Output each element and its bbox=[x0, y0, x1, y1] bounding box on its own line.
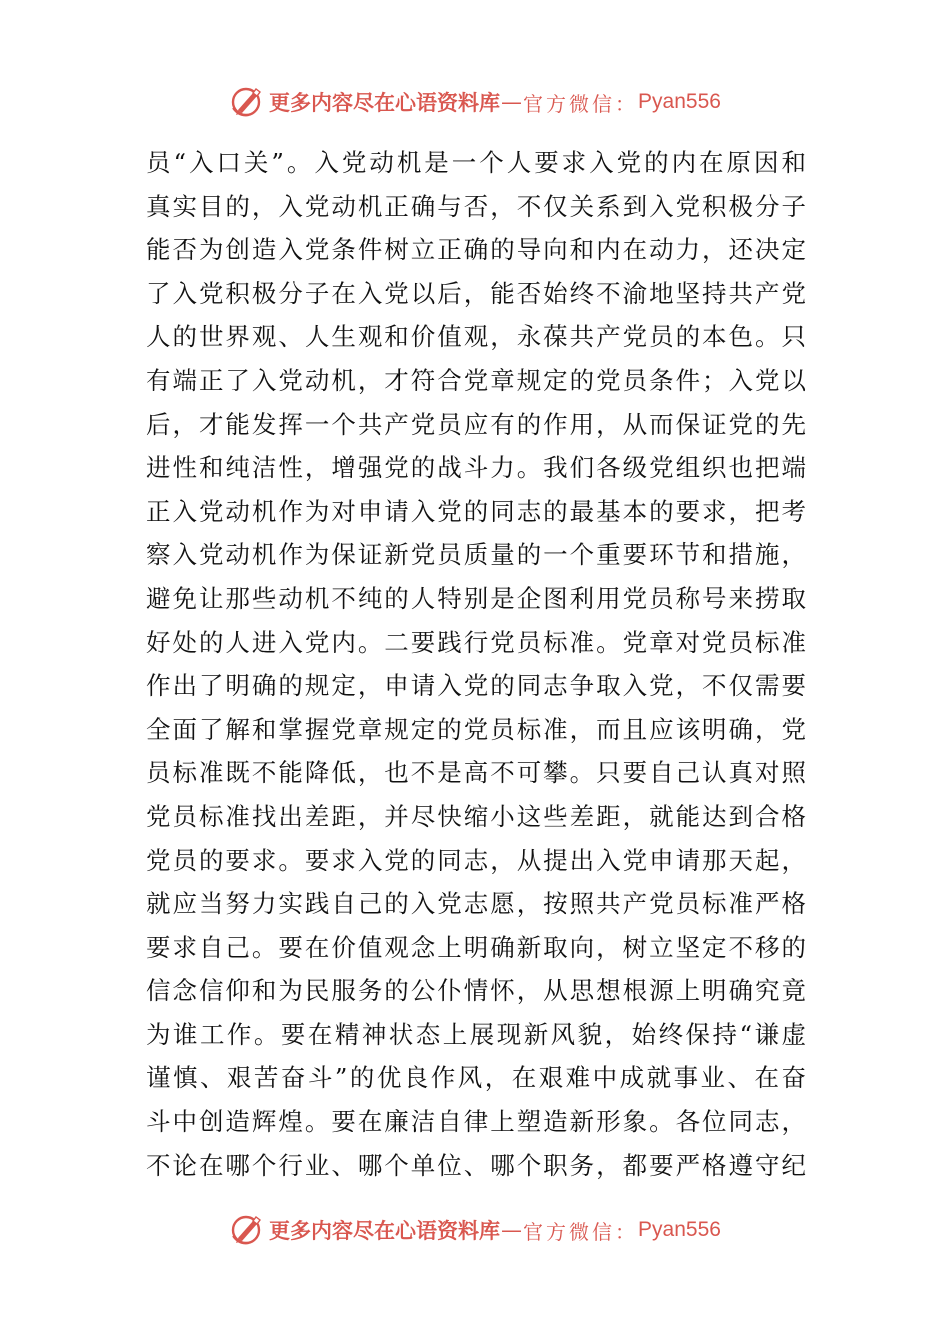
body-line: 后，才能发挥一个共产党员应有的作用，从而保证党的先 bbox=[146, 409, 806, 439]
body-line: 有端正了入党动机，才符合党章规定的党员条件；入党以 bbox=[146, 365, 806, 395]
footer-banner-content bbox=[229, 1212, 721, 1248]
header-banner bbox=[0, 82, 950, 122]
body-line: 员标准既不能降低，也不是高不可攀。只要自己认真对照 bbox=[146, 758, 806, 788]
header-dash: — bbox=[501, 90, 523, 114]
body-line: 不论在哪个行业、哪个单位、哪个职务，都要严格遵守纪 bbox=[146, 1150, 806, 1180]
footer-brand-text: 更多内容尽在心语资料库 bbox=[269, 1218, 501, 1243]
pen-logo-icon bbox=[229, 84, 265, 120]
body-line: 察入党动机作为保证新党员质量的一个重要环节和措施， bbox=[146, 540, 806, 570]
body-line: 作出了明确的规定，申请入党的同志争取入党，不仅需要 bbox=[146, 671, 806, 701]
body-line: 就应当努力实践自己的入党志愿，按照共产党员标准严格 bbox=[146, 889, 806, 919]
footer-wechat-id: Pyan556 bbox=[638, 1218, 721, 1241]
body-line: 斗中创造辉煌。要在廉洁自律上塑造新形象。各位同志， bbox=[146, 1107, 806, 1137]
body-line: 要求自己。要在价值观念上明确新取向，树立坚定不移的 bbox=[146, 932, 806, 962]
header-official-label: 官方微信： bbox=[523, 91, 639, 116]
body-line: 信念信仰和为民服务的公仆情怀，从思想根源上明确究竟 bbox=[146, 976, 806, 1006]
body-line: 正入党动机作为对申请入党的同志的最基本的要求，把考 bbox=[146, 496, 806, 526]
body-line: 进性和纯洁性，增强党的战斗力。我们各级党组织也把端 bbox=[146, 453, 806, 483]
footer-official-label: 官方微信： bbox=[523, 1219, 639, 1244]
pen-logo-icon bbox=[229, 1212, 265, 1248]
document-body bbox=[146, 141, 806, 1187]
body-line: 了入党积极分子在入党以后，能否始终不渝地坚持共产党 bbox=[146, 278, 806, 308]
footer-banner bbox=[0, 1210, 950, 1250]
header-banner-content bbox=[229, 84, 721, 120]
footer-dash: — bbox=[501, 1218, 523, 1242]
body-line: 为谁工作。要在精神状态上展现新风貌，始终保持“谦虚 bbox=[146, 1019, 806, 1049]
body-line: 党员的要求。要求入党的同志，从提出入党申请那天起， bbox=[146, 845, 806, 875]
body-line: 好处的人进入党内。二要践行党员标准。党章对党员标准 bbox=[146, 627, 806, 657]
body-line: 真实目的，入党动机正确与否，不仅关系到入党积极分子 bbox=[146, 191, 806, 221]
body-line: 避免让那些动机不纯的人特别是企图利用党员称号来捞取 bbox=[146, 583, 806, 613]
header-wechat-id: Pyan556 bbox=[638, 90, 721, 113]
body-line: 人的世界观、人生观和价值观，永葆共产党员的本色。只 bbox=[146, 322, 806, 352]
body-line: 全面了解和掌握党章规定的党员标准，而且应该明确，党 bbox=[146, 714, 806, 744]
body-line: 谨慎、艰苦奋斗”的优良作风，在艰难中成就事业、在奋 bbox=[146, 1063, 806, 1093]
body-line: 党员标准找出差距，并尽快缩小这些差距，就能达到合格 bbox=[146, 801, 806, 831]
body-line: 能否为创造入党条件树立正确的导向和内在动力，还决定 bbox=[146, 235, 806, 265]
body-line: 员“入口关”。入党动机是一个人要求入党的内在原因和 bbox=[146, 148, 806, 177]
header-brand-text: 更多内容尽在心语资料库 bbox=[269, 90, 501, 115]
